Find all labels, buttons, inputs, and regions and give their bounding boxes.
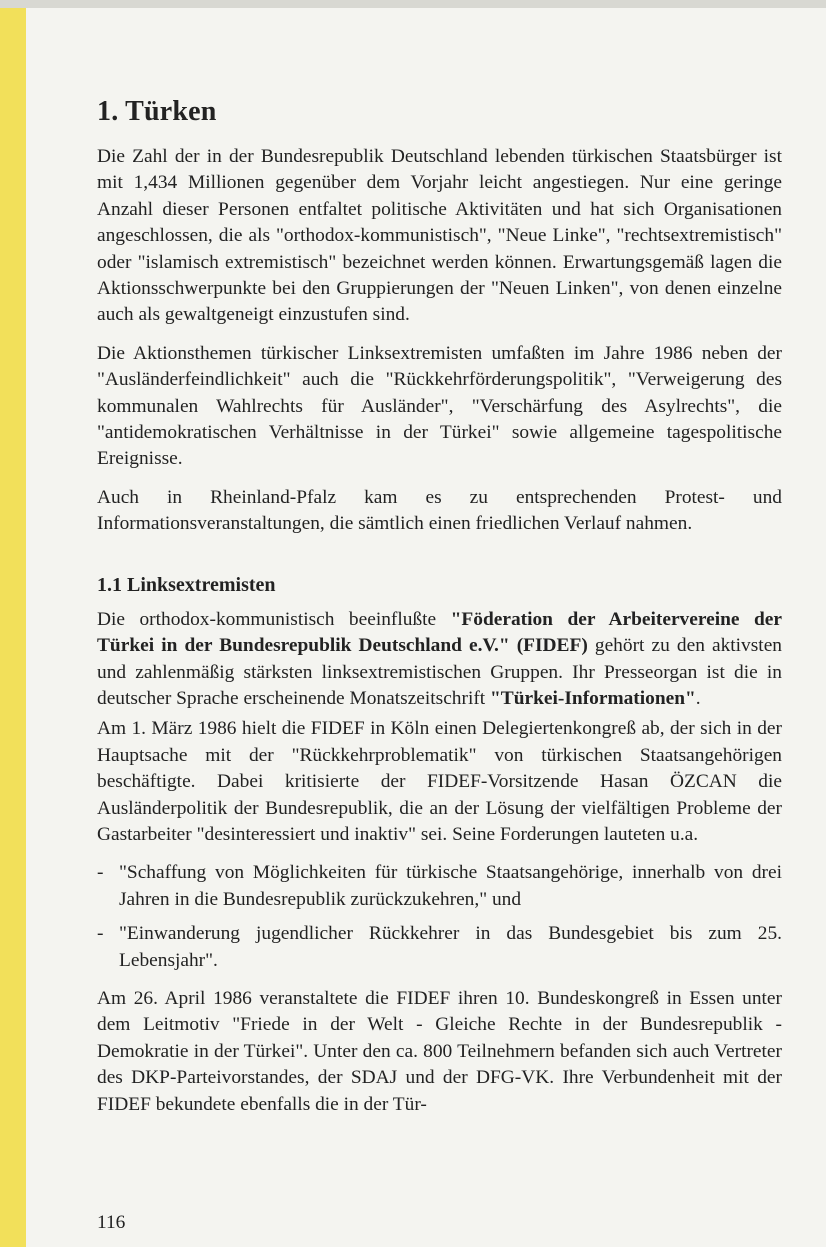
yellow-margin-strip <box>0 8 26 1247</box>
paragraph-2: Die Aktionsthemen türkischer Linksextremisten umfaßten im Jahre 1986 neben der "Ausländerfeindlichkeit" auch die "Rückkehrförderungspolitik", "Verweigerung des kommunalen Wahlrechts für Ausländer", "Verschärfung des Asylrechts", die "antidemokratischen Verhältnisse in der Türkei" sowie allgemeine tagespolitische Ereignisse. <box>97 342 782 470</box>
list-dash: - <box>97 862 104 884</box>
section-heading: 1. Türken <box>97 96 217 127</box>
top-edge <box>0 0 826 8</box>
paragraph-6: Am 26. April 1986 veranstaltete die FIDEF ihren 10. Bundeskongreß in Essen unter dem Leitmotiv "Friede in der Welt - Gleiche Rechte in der Bundesrepublik - Demokratie in der Türkei". Unter den ca. 800 Teilnehmern befanden sich auch Vertreter des DKP-Parteivorstandes, der SDAJ und der DFG-VK. Ihre Verbundenheit mit der FIDEF bekundete ebenfalls die in der Tür- <box>97 987 782 1115</box>
page-number: 116 <box>97 1212 126 1233</box>
list-item <box>97 860 782 913</box>
paragraph-4 <box>97 607 782 713</box>
page-content <box>97 96 782 1130</box>
paragraph-4-bold-2: "Türkei-Informationen" <box>490 687 696 709</box>
paragraph-4-text-3: . <box>695 687 701 709</box>
demands-list <box>97 860 782 974</box>
paragraph-4-text-2: gehört zu den aktivsten und zahlenmäßig stärksten linksextremistischen Gruppen. Ihr Presseorgan ist die in deutscher Sprache erscheinende Monatszeitschrift <box>97 635 782 709</box>
list-item-text: "Schaffung von Möglichkeiten für türkische Staatsangehörige, innerhalb von drei Jahren in die Bundesrepublik zurückzukehren," und <box>119 862 782 910</box>
paragraph-3: Auch in Rheinland-Pfalz kam es zu entsprechenden Protest- und Informationsveranstaltungen, die sämtlich einen friedlichen Verlauf nahmen. <box>97 486 782 535</box>
list-item-text: "Einwanderung jugendlicher Rückkehrer in das Bundesgebiet bis zum 25. Lebensjahr". <box>119 923 782 971</box>
paragraph-1: Die Zahl der in der Bundesrepublik Deutschland lebenden türkischen Staatsbürger ist mit 1,434 Millionen gegenüber dem Vorjahr leicht angestiegen. Nur eine geringe Anzahl dieser Personen entfaltet politische Aktivitäten und hat sich Organisationen angeschlossen, die als "orthodox-kommunistisch", "Neue Linke", "rechtsextremistisch" oder "islamisch extremistisch" bezeichnet werden können. Erwartungsgemäß lagen die Aktionsschwerpunkte bei den Gruppierungen der "Neuen Linken", von denen einzelne auch als gewaltgeneigt einzustufen sind. <box>97 146 782 326</box>
subsection-heading: 1.1 Linksextremisten <box>97 573 276 596</box>
paragraph-4-text-1: Die orthodox-kommunistisch beeinflußte <box>97 608 451 630</box>
paragraph-5: Am 1. März 1986 hielt die FIDEF in Köln einen Delegiertenkongreß ab, der sich in der Hauptsache mit der "Rückkehrproblematik" von türkischen Staatsangehörigen beschäftigte. Dabei kritisierte der FIDEF-Vorsitzende Hasan ÖZCAN die Ausländerpolitik der Bundesrepublik, die an der Lösung der vielfältigen Probleme der Gastarbeiter "desinteressiert und inaktiv" sei. Seine Forderungen lauteten u.a. <box>97 718 782 845</box>
paragraph-4-bold-1: "Föderation der Arbeitervereine der Türkei in der Bundesrepublik Deutschland e.V." (FIDEF) <box>97 608 782 657</box>
list-dash: - <box>97 923 104 945</box>
list-item <box>97 921 782 974</box>
